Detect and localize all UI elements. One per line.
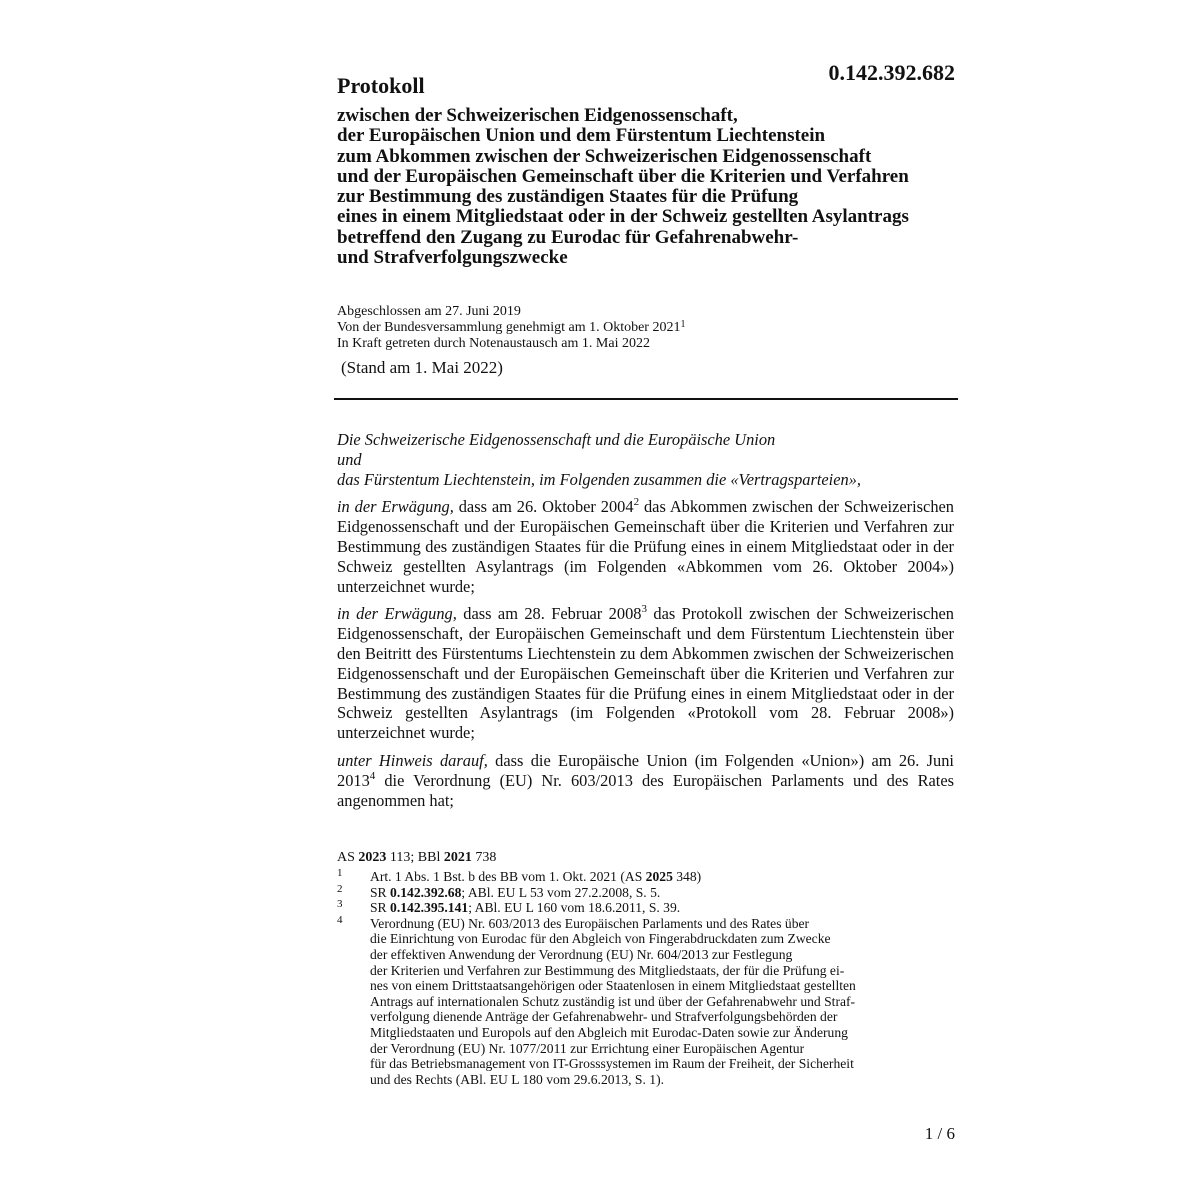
footnote-text [370, 916, 952, 1088]
footnote-ref: 1 [680, 319, 686, 330]
footnote-text-part: 348) [672, 869, 702, 884]
preamble-intro [337, 430, 954, 489]
intro-line: Die Schweizerische Eidgenossenschaft und die Europäische Union [337, 430, 776, 449]
recital [337, 751, 954, 810]
footnote-line: die Einrichtung von Eurodac für den Abgleich von Fingerabdruckdaten zum Zwecke [370, 931, 831, 947]
header-divider [334, 398, 958, 400]
title-line: zwischen der Schweizerischen Eidgenossenschaft, [337, 105, 738, 126]
approval-text: Von der Bundesversammlung genehmigt am 1. Oktober 2021 [337, 320, 681, 335]
document-title [337, 106, 962, 268]
footnote-text [370, 869, 701, 884]
status-date: (Stand am 1. Mai 2022) [341, 358, 503, 377]
recital-text: dass am 26. Oktober 2004 [453, 497, 634, 517]
footnote-text-part: ; ABl. EU L 160 vom 18.6.2011, S. 39. [468, 900, 681, 916]
preamble [337, 430, 954, 818]
title-line: eines in einem Mitgliedstaat oder in der Schweiz gestellten Asylantrags [337, 206, 909, 228]
footnote-text [370, 885, 660, 900]
footnote-number: 3 [337, 898, 343, 911]
footnote-line: Verordnung (EU) Nr. 603/2013 des Europäischen Parlaments und des Rates über [370, 915, 810, 931]
footnote-line: der Verordnung (EU) Nr. 1077/2011 zur Errichtung einer Europäischen Agentur [370, 1040, 805, 1056]
sr-number: 0.142.392.682 [828, 60, 955, 85]
footnote-4 [337, 913, 952, 1088]
intro-line: und [337, 449, 362, 469]
approval-line [337, 320, 957, 336]
in-force-line: In Kraft getreten durch Notenaustausch am 1. Mai 2022 [337, 336, 650, 351]
footnote-number: 4 [337, 913, 343, 926]
recital-text: dass die Europäische Union (im Folgenden «Union») am 26. Juni 2013 [337, 750, 954, 790]
recital-text: das Protokoll zwischen der Schweizerischen Eidgenossenschaft, der Europäischen Gemeinschaft und dem Fürstentum Liechtenstein über den Beitritt des Fürstentums Liechtenstein zu dem Abkommen zwischen der Schweizerischen Eidgenossenschaft und der Europäischen Gemeinschaft über die Kriterien und Verfahren zur Bestimmung des zuständigen Staates für die Prüfung eines in einem Mitgliedstaat oder in der Schweiz gestellten Asylantrags (im Folgenden «Protokoll vom 28. Februar 2008») unterzeichnet wurde; [337, 604, 954, 743]
as-label: AS [337, 850, 359, 865]
footnote-2 [337, 882, 952, 901]
footnote-text-part: ; ABl. EU L 53 vom 27.2.2008, S. 5. [461, 884, 661, 900]
recital-text: die Verordnung (EU) Nr. 603/2013 des Europäischen Parlaments und des Rates angenommen hat; [337, 770, 954, 810]
recital-lead: in der Erwägung, [337, 604, 457, 624]
footnote-line: für das Betriebsmanagement von IT-Grosssystemen im Raum der Freiheit, der Sicherheit [370, 1056, 854, 1072]
footnote-3 [337, 900, 952, 916]
footnote-line: nes von einem Drittstaatsangehörigen oder Staatenlosen in einem Mitgliedstaat gestellten [370, 978, 856, 994]
recital-lead: in der Erwägung, [337, 497, 454, 517]
recital-text: dass am 28. Februar 2008 [456, 604, 642, 624]
as-year: 2023 [358, 850, 387, 865]
footnote-line: Antrags auf internationalen Schutz zuständig ist und über der Gefahrenabwehr und Straf- [370, 993, 856, 1009]
footnote-text-part: SR [370, 900, 391, 916]
footnote-ref: 2 [633, 496, 640, 509]
concluded-date: Abgeschlossen am 27. Juni 2019 [337, 304, 521, 319]
title-line: zur Bestimmung des zuständigen Staates für die Prüfung [337, 186, 799, 208]
recital-lead: unter Hinweis darauf, [337, 750, 488, 770]
recital [337, 604, 954, 743]
bbl-year: 2021 [443, 850, 472, 865]
footnotes [337, 869, 952, 1087]
bbl-page: 738 [471, 850, 497, 865]
footnote-bold-part: 0.142.392.68 [390, 884, 462, 900]
official-collection-reference [337, 850, 496, 866]
footnote-line: der effektiven Anwendung der Verordnung (EU) Nr. 604/2013 zur Festlegung [370, 946, 793, 962]
footnote-bold-part: 0.142.395.141 [390, 900, 469, 916]
footnote-line: der Kriterien und Verfahren zur Bestimmung des Mitgliedstaats, der für die Prüfung ei- [370, 962, 845, 978]
document-type: Protokoll [337, 73, 425, 98]
intro-line: das Fürstentum Liechtenstein, im Folgenden zusammen die «Vertragsparteien», [337, 469, 861, 489]
footnote-line: verfolgung dienende Anträge der Gefahrenabwehr- und Strafverfolgungsbehörden der [370, 1009, 838, 1025]
footnote-line: Mitgliedstaaten und Europols auf den Abgleich mit Eurodac-Daten sowie zur Änderung [370, 1024, 848, 1040]
as-page: 113; BBl [386, 850, 444, 865]
footnote-line: und des Rechts (ABl. EU L 180 vom 29.6.2013, S. 1). [370, 1071, 665, 1087]
footnote-number: 2 [337, 882, 343, 895]
footnote-number: 1 [337, 867, 343, 879]
title-line: zum Abkommen zwischen der Schweizerischen Eidgenossenschaft [337, 145, 872, 167]
title-line: der Europäischen Union und dem Fürstentum Liechtenstein [337, 125, 826, 147]
footnote-ref: 4 [369, 769, 376, 782]
footnote-text-part: Art. 1 Abs. 1 Bst. b des BB vom 1. Okt. 2021 (AS [370, 869, 646, 884]
footnote-ref: 3 [641, 603, 647, 616]
recital-text: das Abkommen zwischen der Schweizerischen Eidgenossenschaft und der Europäischen Gemeinschaft über die Kriterien und Verfahren zur Bestimmung des zuständigen Staates für die Prüfung eines in einem Mitgliedstaat oder in der Schweiz gestellten Asylantrags (im Folgenden «Abkommen vom 26. Oktober 2004») unterzeichnet wurde; [337, 497, 954, 596]
document-meta [337, 304, 957, 352]
page-number: 1 / 6 [924, 1124, 955, 1143]
title-line: betreffend den Zugang zu Eurodac für Gefahrenabwehr- [337, 226, 799, 248]
footnote-text [370, 900, 680, 915]
recital [337, 497, 954, 596]
footnote-1 [337, 869, 952, 885]
title-line: und Strafverfolgungszwecke [337, 247, 568, 269]
title-line: und der Europäischen Gemeinschaft über die Kriterien und Verfahren [337, 165, 909, 187]
footnote-text-part: SR [370, 884, 391, 900]
footnote-bold-part: 2025 [645, 869, 673, 884]
